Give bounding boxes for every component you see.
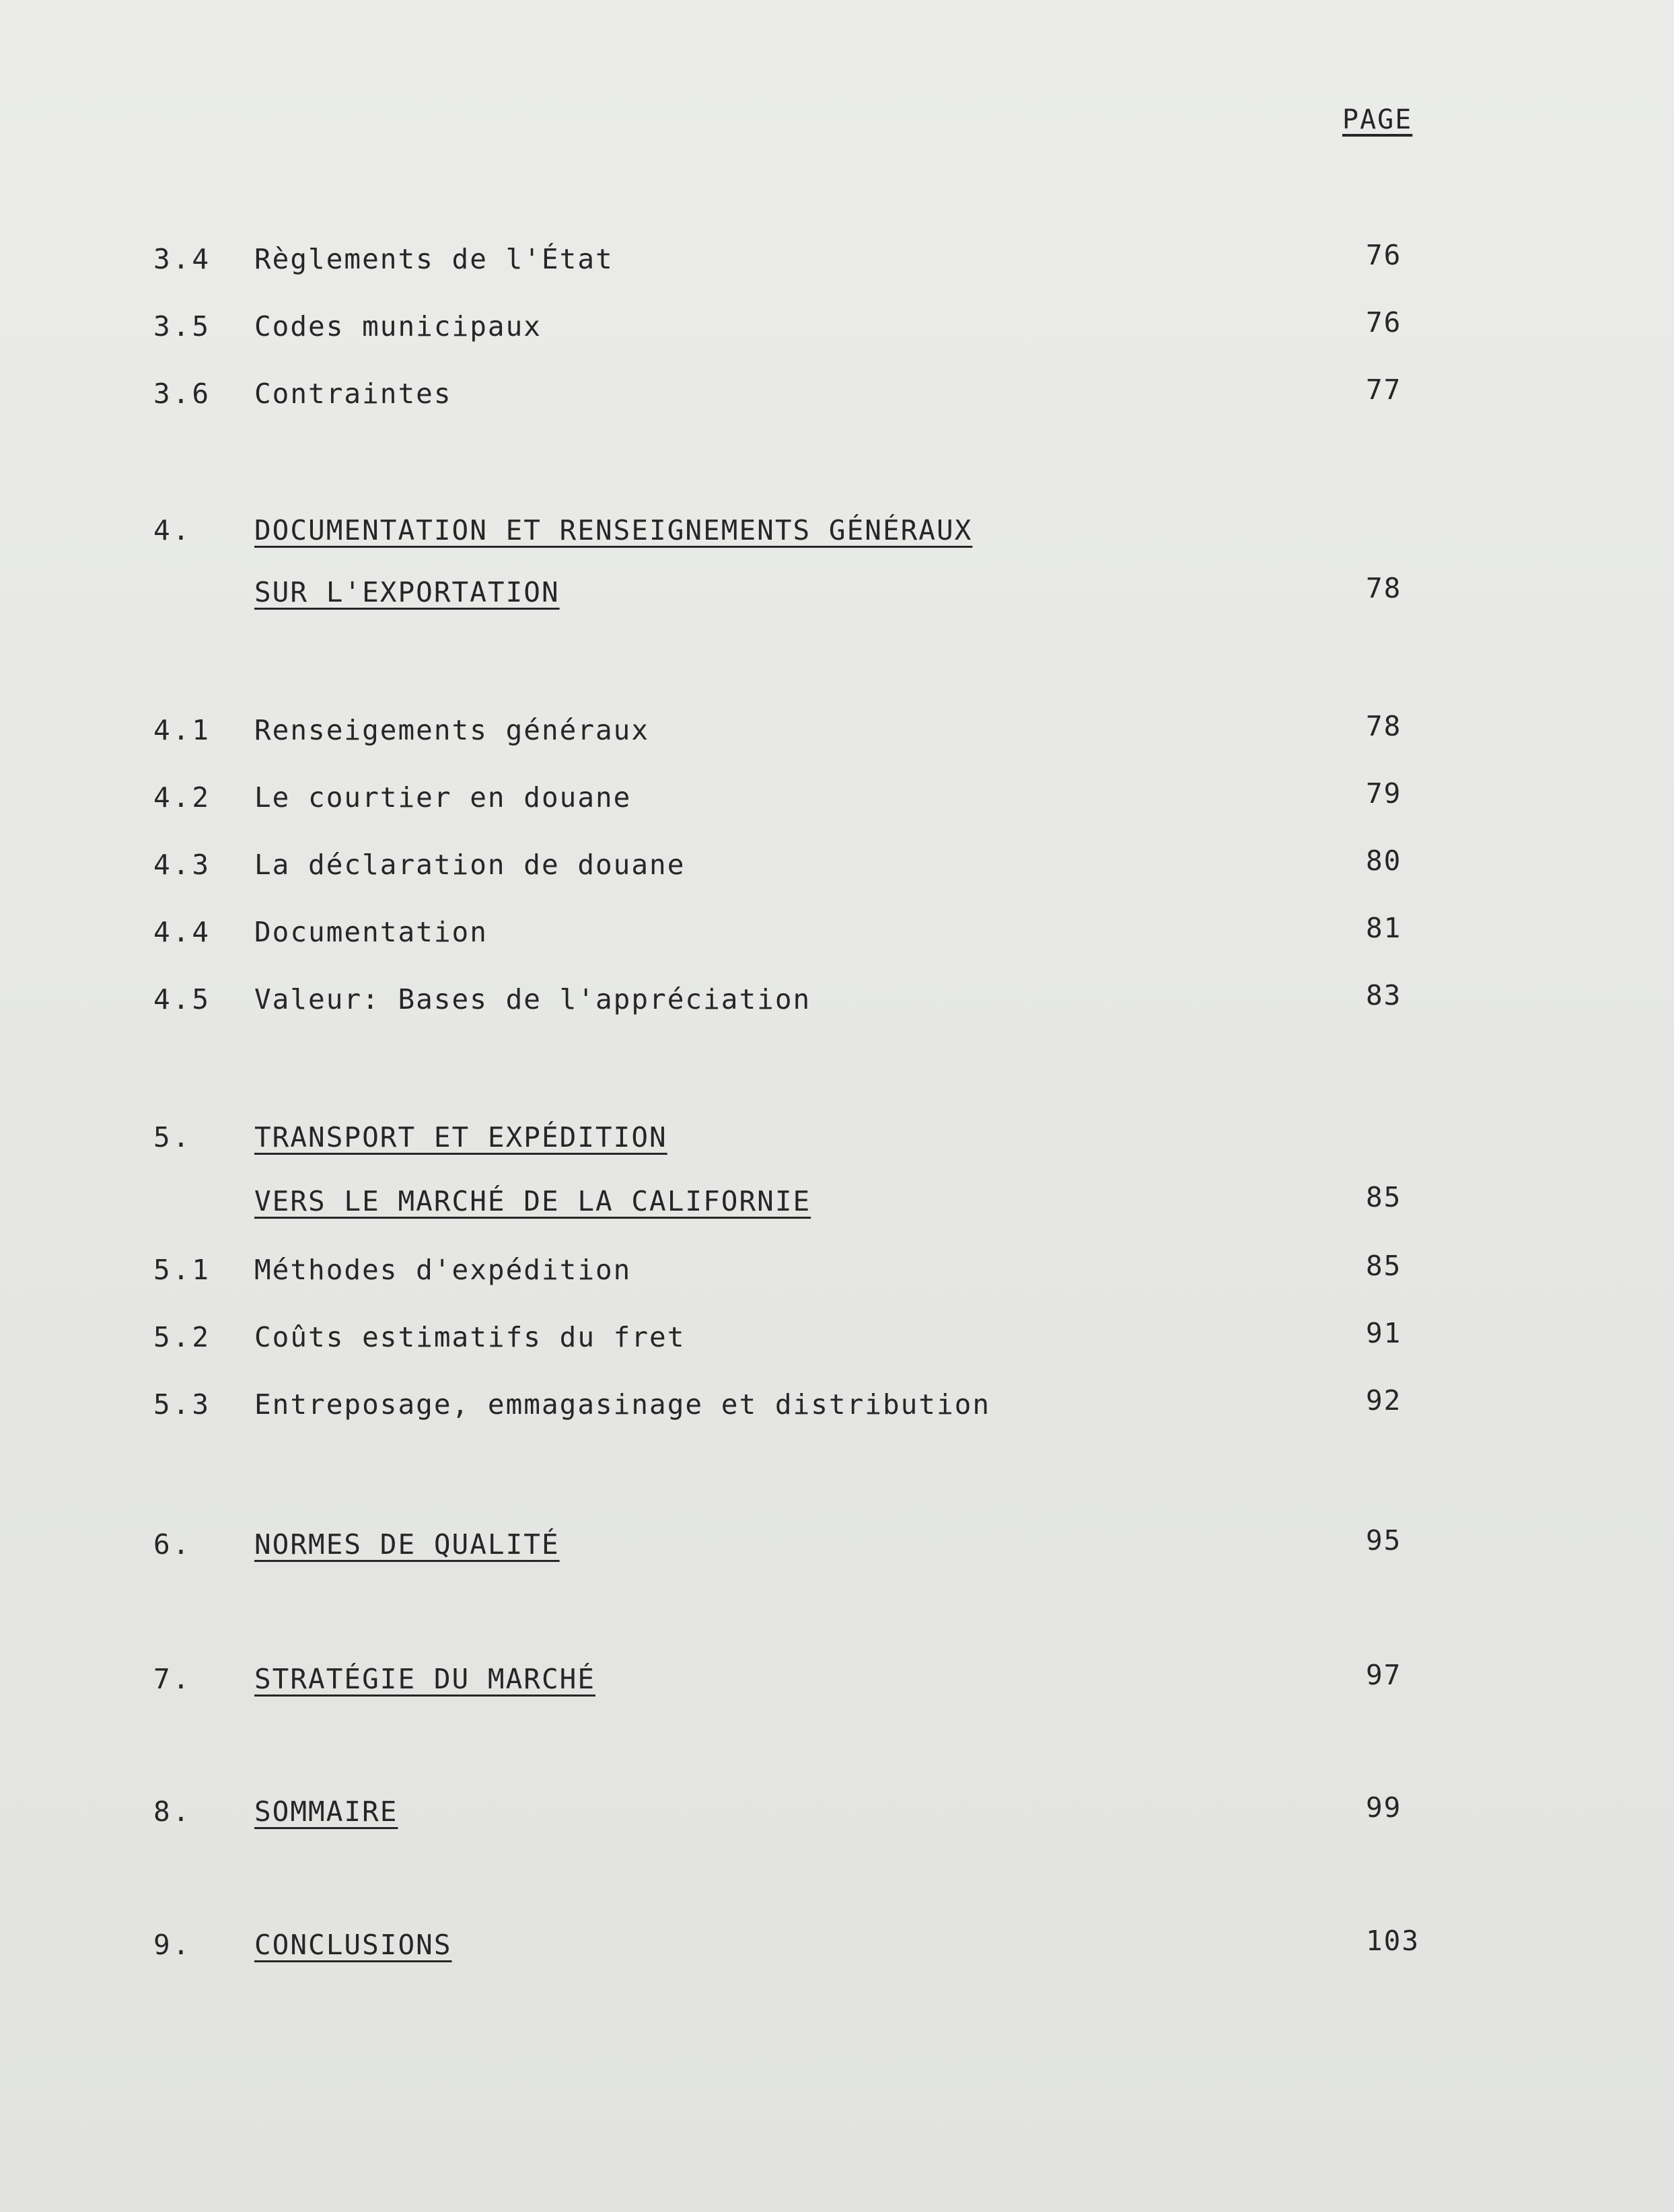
section-number: 3.4 — [153, 243, 212, 275]
toc-entry — [0, 1181, 1674, 1221]
page-number: 78 — [1366, 572, 1402, 604]
toc-entry — [0, 979, 1674, 1020]
section-number: 5.3 — [153, 1388, 212, 1421]
section-title: Valeur: Bases de l'appréciation — [254, 983, 811, 1015]
page-number: 81 — [1366, 912, 1402, 944]
section-title: Le courtier en douane — [254, 781, 632, 814]
section-number: 8. — [153, 1795, 192, 1828]
toc-entry — [0, 1250, 1674, 1290]
section-number: 3.6 — [153, 378, 212, 410]
section-title: TRANSPORT ET EXPÉDITION — [254, 1121, 667, 1153]
page-number: 95 — [1366, 1524, 1402, 1557]
section-number: 7. — [153, 1663, 192, 1695]
page-column-header: PAGE — [1342, 104, 1413, 135]
page-number: 79 — [1366, 777, 1402, 810]
section-title: STRATÉGIE DU MARCHÉ — [254, 1663, 595, 1695]
page-number: 92 — [1366, 1384, 1402, 1417]
toc-entry — [0, 845, 1674, 885]
section-number: 5.2 — [153, 1321, 212, 1353]
section-title: Documentation — [254, 916, 488, 948]
toc-entry — [0, 510, 1674, 550]
page-number: 85 — [1366, 1250, 1402, 1282]
toc-entry — [0, 710, 1674, 750]
toc-entry — [0, 1524, 1674, 1565]
page-number: 85 — [1366, 1181, 1402, 1213]
section-number: 9. — [153, 1929, 192, 1961]
section-title: Contraintes — [254, 378, 452, 410]
toc-entry — [0, 912, 1674, 952]
toc-entry — [0, 1384, 1674, 1425]
section-title: Règlements de l'État — [254, 243, 614, 275]
page-number: 91 — [1366, 1317, 1402, 1349]
section-title: Coûts estimatifs du fret — [254, 1321, 686, 1353]
section-title: VERS LE MARCHÉ DE LA CALIFORNIE — [254, 1185, 811, 1217]
section-title: Entreposage, emmagasinage et distribution — [254, 1388, 991, 1421]
section-title: La déclaration de douane — [254, 849, 686, 881]
section-title: Renseigements généraux — [254, 714, 650, 746]
section-title: CONCLUSIONS — [254, 1929, 452, 1961]
section-number: 5. — [153, 1121, 192, 1153]
section-number: 4.1 — [153, 714, 212, 746]
page-number: 99 — [1366, 1791, 1402, 1824]
section-title: Méthodes d'expédition — [254, 1254, 632, 1286]
toc-entry — [0, 373, 1674, 414]
page-number: 80 — [1366, 845, 1402, 877]
section-number: 6. — [153, 1528, 192, 1561]
page-number: 97 — [1366, 1659, 1402, 1691]
section-number: 4.3 — [153, 849, 212, 881]
page-number: 76 — [1366, 239, 1402, 271]
page-number: 83 — [1366, 979, 1402, 1011]
section-title: SUR L'EXPORTATION — [254, 576, 560, 608]
section-number: 4.2 — [153, 781, 212, 814]
section-title: DOCUMENTATION ET RENSEIGNEMENTS GÉNÉRAUX — [254, 514, 973, 546]
section-title: NORMES DE QUALITÉ — [254, 1528, 560, 1561]
section-title: SOMMAIRE — [254, 1795, 398, 1828]
page-number: 76 — [1366, 306, 1402, 338]
page-number: 78 — [1366, 710, 1402, 742]
section-title: Codes municipaux — [254, 310, 542, 343]
toc-entry — [0, 572, 1674, 612]
toc-entry — [0, 306, 1674, 347]
toc-entry — [0, 777, 1674, 818]
toc-entry — [0, 1925, 1674, 1965]
section-number: 4.5 — [153, 983, 212, 1015]
page-number: 103 — [1366, 1925, 1420, 1957]
page-number: 77 — [1366, 373, 1402, 406]
toc-entry — [0, 1117, 1674, 1157]
section-number: 4. — [153, 514, 192, 546]
toc-entry — [0, 1317, 1674, 1357]
section-number: 3.5 — [153, 310, 212, 343]
toc-entry — [0, 1791, 1674, 1832]
section-number: 4.4 — [153, 916, 212, 948]
toc-entry — [0, 239, 1674, 279]
toc-entry — [0, 1659, 1674, 1699]
section-number: 5.1 — [153, 1254, 212, 1286]
